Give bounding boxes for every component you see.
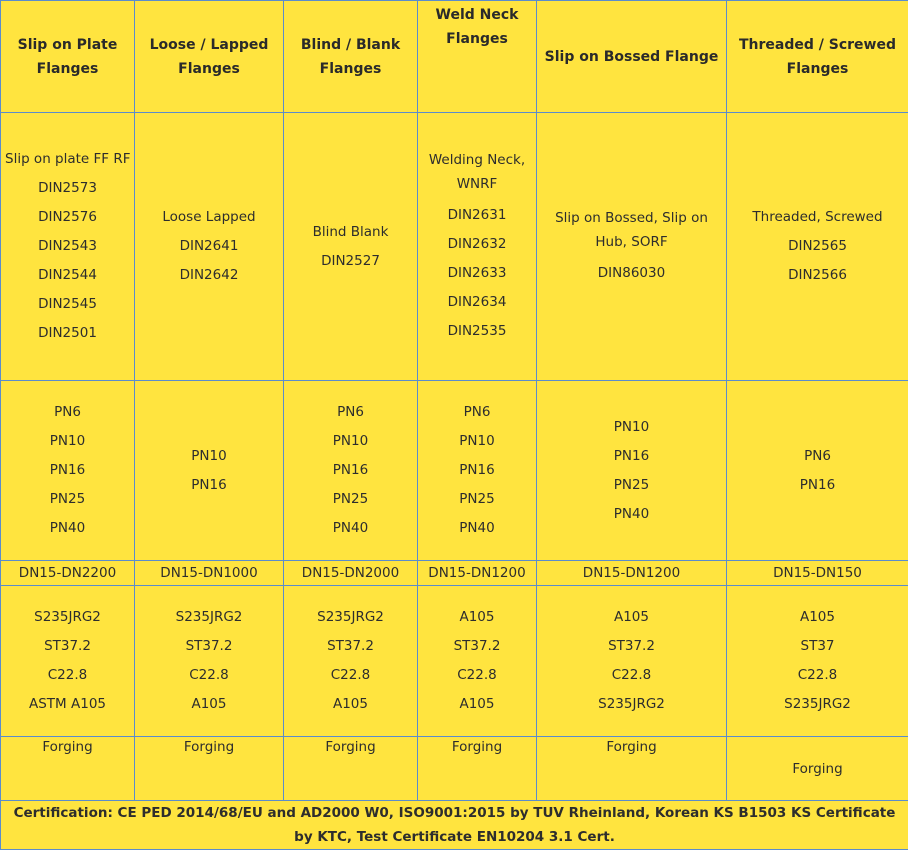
material-entry: C22.8: [288, 661, 413, 690]
material-entry: C22.8: [139, 661, 279, 690]
pressure-cell-loose-lapped: [135, 381, 284, 561]
pressure-entry: PN16: [5, 456, 130, 485]
material-cell-weld-neck: [418, 586, 537, 737]
material-entry: A105: [288, 690, 413, 719]
material-entry: A105: [422, 690, 532, 719]
type-entry: Loose Lapped: [139, 203, 279, 232]
material-cell-loose-lapped: [135, 586, 284, 737]
material-cell-slip-on-bossed: [537, 586, 727, 737]
pressure-entry: PN10: [5, 427, 130, 456]
material-entry: C22.8: [422, 661, 532, 690]
size-cell: DN15-DN2000: [284, 561, 418, 586]
pressure-entry: PN16: [422, 456, 532, 485]
pressure-row: [1, 381, 908, 561]
pressure-entry: PN25: [5, 485, 130, 514]
type-entry: Slip on Bossed, Slip on Hub, SORF: [541, 206, 722, 259]
header-slip-on-plate: Slip on Plate Flanges: [1, 1, 135, 113]
material-entry: A105: [139, 690, 279, 719]
type-entry: DIN86030: [541, 259, 722, 288]
process-cell: Forging: [537, 737, 727, 801]
type-entry: Threaded, Screwed: [731, 203, 904, 232]
material-entry: S235JRG2: [541, 690, 722, 719]
header-blind-blank: Blind / Blank Flanges: [284, 1, 418, 113]
size-cell: DN15-DN1200: [418, 561, 537, 586]
material-entry: C22.8: [5, 661, 130, 690]
pressure-entry: PN16: [731, 471, 904, 500]
types-cell-blind-blank: [284, 113, 418, 381]
pressure-entry: PN10: [541, 413, 722, 442]
pressure-entry: PN25: [422, 485, 532, 514]
types-cell-slip-on-plate: [1, 113, 135, 381]
size-cell: DN15-DN1200: [537, 561, 727, 586]
header-row: [1, 1, 908, 113]
material-entry: ST37.2: [422, 632, 532, 661]
pressure-entry: PN10: [288, 427, 413, 456]
pressure-entry: PN6: [422, 398, 532, 427]
header-weld-neck: Weld Neck Flanges: [418, 1, 537, 113]
type-entry: DIN2566: [731, 261, 904, 290]
material-row: [1, 586, 908, 737]
pressure-entry: PN25: [288, 485, 413, 514]
header-loose-lapped: Loose / Lapped Flanges: [135, 1, 284, 113]
type-entry: Slip on plate FF RF: [5, 145, 130, 174]
type-entry: DIN2543: [5, 232, 130, 261]
pressure-entry: PN6: [5, 398, 130, 427]
material-entry: A105: [541, 603, 722, 632]
process-cell: Forging: [1, 737, 135, 801]
type-entry: DIN2565: [731, 232, 904, 261]
type-entry: DIN2632: [422, 230, 532, 259]
material-entry: S235JRG2: [139, 603, 279, 632]
material-entry: ST37.2: [139, 632, 279, 661]
type-entry: DIN2576: [5, 203, 130, 232]
pressure-entry: PN16: [288, 456, 413, 485]
types-row: [1, 113, 908, 381]
material-entry: ST37: [731, 632, 904, 661]
type-entry: DIN2573: [5, 174, 130, 203]
certification-row: [1, 801, 908, 850]
type-entry: DIN2535: [422, 317, 532, 346]
type-entry: Blind Blank: [288, 218, 413, 247]
material-entry: C22.8: [541, 661, 722, 690]
material-entry: ASTM A105: [5, 690, 130, 719]
size-cell: DN15-DN1000: [135, 561, 284, 586]
material-entry: A105: [731, 603, 904, 632]
type-entry: DIN2545: [5, 290, 130, 319]
material-entry: A105: [422, 603, 532, 632]
type-entry: DIN2633: [422, 259, 532, 288]
material-entry: ST37.2: [5, 632, 130, 661]
pressure-entry: PN25: [541, 471, 722, 500]
material-entry: C22.8: [731, 661, 904, 690]
size-cell: DN15-DN150: [727, 561, 908, 586]
pressure-entry: PN16: [139, 471, 279, 500]
header-threaded-screwed: Threaded / Screwed Flanges: [727, 1, 908, 113]
types-cell-slip-on-bossed: [537, 113, 727, 381]
process-cell: Forging: [135, 737, 284, 801]
type-entry: DIN2634: [422, 288, 532, 317]
pressure-entry: PN40: [288, 514, 413, 543]
material-entry: S235JRG2: [288, 603, 413, 632]
material-entry: S235JRG2: [5, 603, 130, 632]
certification-text: Certification: CE PED 2014/68/EU and AD2000 W0, ISO9001:2015 by TUV Rheinland, Korean KS B1503 KS Certificate by KTC, Test Certificate EN10204 3.1 Cert.: [1, 801, 908, 850]
material-entry: ST37.2: [288, 632, 413, 661]
material-cell-blind-blank: [284, 586, 418, 737]
type-entry: DIN2641: [139, 232, 279, 261]
type-entry: DIN2544: [5, 261, 130, 290]
pressure-entry: PN40: [422, 514, 532, 543]
pressure-entry: PN6: [731, 442, 904, 471]
pressure-entry: PN40: [5, 514, 130, 543]
pressure-cell-weld-neck: [418, 381, 537, 561]
size-row: [1, 561, 908, 586]
type-entry: DIN2527: [288, 247, 413, 276]
types-cell-weld-neck: [418, 113, 537, 381]
type-entry: DIN2631: [422, 201, 532, 230]
process-cell: Forging: [418, 737, 537, 801]
type-entry: DIN2501: [5, 319, 130, 348]
pressure-cell-blind-blank: [284, 381, 418, 561]
process-row: [1, 737, 908, 801]
pressure-cell-slip-on-bossed: [537, 381, 727, 561]
pressure-entry: PN40: [541, 500, 722, 529]
process-cell: Forging: [284, 737, 418, 801]
type-entry: Welding Neck, WNRF: [422, 148, 532, 201]
pressure-cell-slip-on-plate: [1, 381, 135, 561]
pressure-entry: PN16: [541, 442, 722, 471]
material-entry: S235JRG2: [731, 690, 904, 719]
size-cell: DN15-DN2200: [1, 561, 135, 586]
material-cell-slip-on-plate: [1, 586, 135, 737]
header-slip-on-bossed: Slip on Bossed Flange: [537, 1, 727, 113]
pressure-cell-threaded: [727, 381, 908, 561]
pressure-entry: PN10: [422, 427, 532, 456]
types-cell-loose-lapped: [135, 113, 284, 381]
type-entry: DIN2642: [139, 261, 279, 290]
pressure-entry: PN10: [139, 442, 279, 471]
material-cell-threaded: [727, 586, 908, 737]
process-cell: Forging: [727, 737, 908, 801]
material-entry: ST37.2: [541, 632, 722, 661]
pressure-entry: PN6: [288, 398, 413, 427]
types-cell-threaded: [727, 113, 908, 381]
